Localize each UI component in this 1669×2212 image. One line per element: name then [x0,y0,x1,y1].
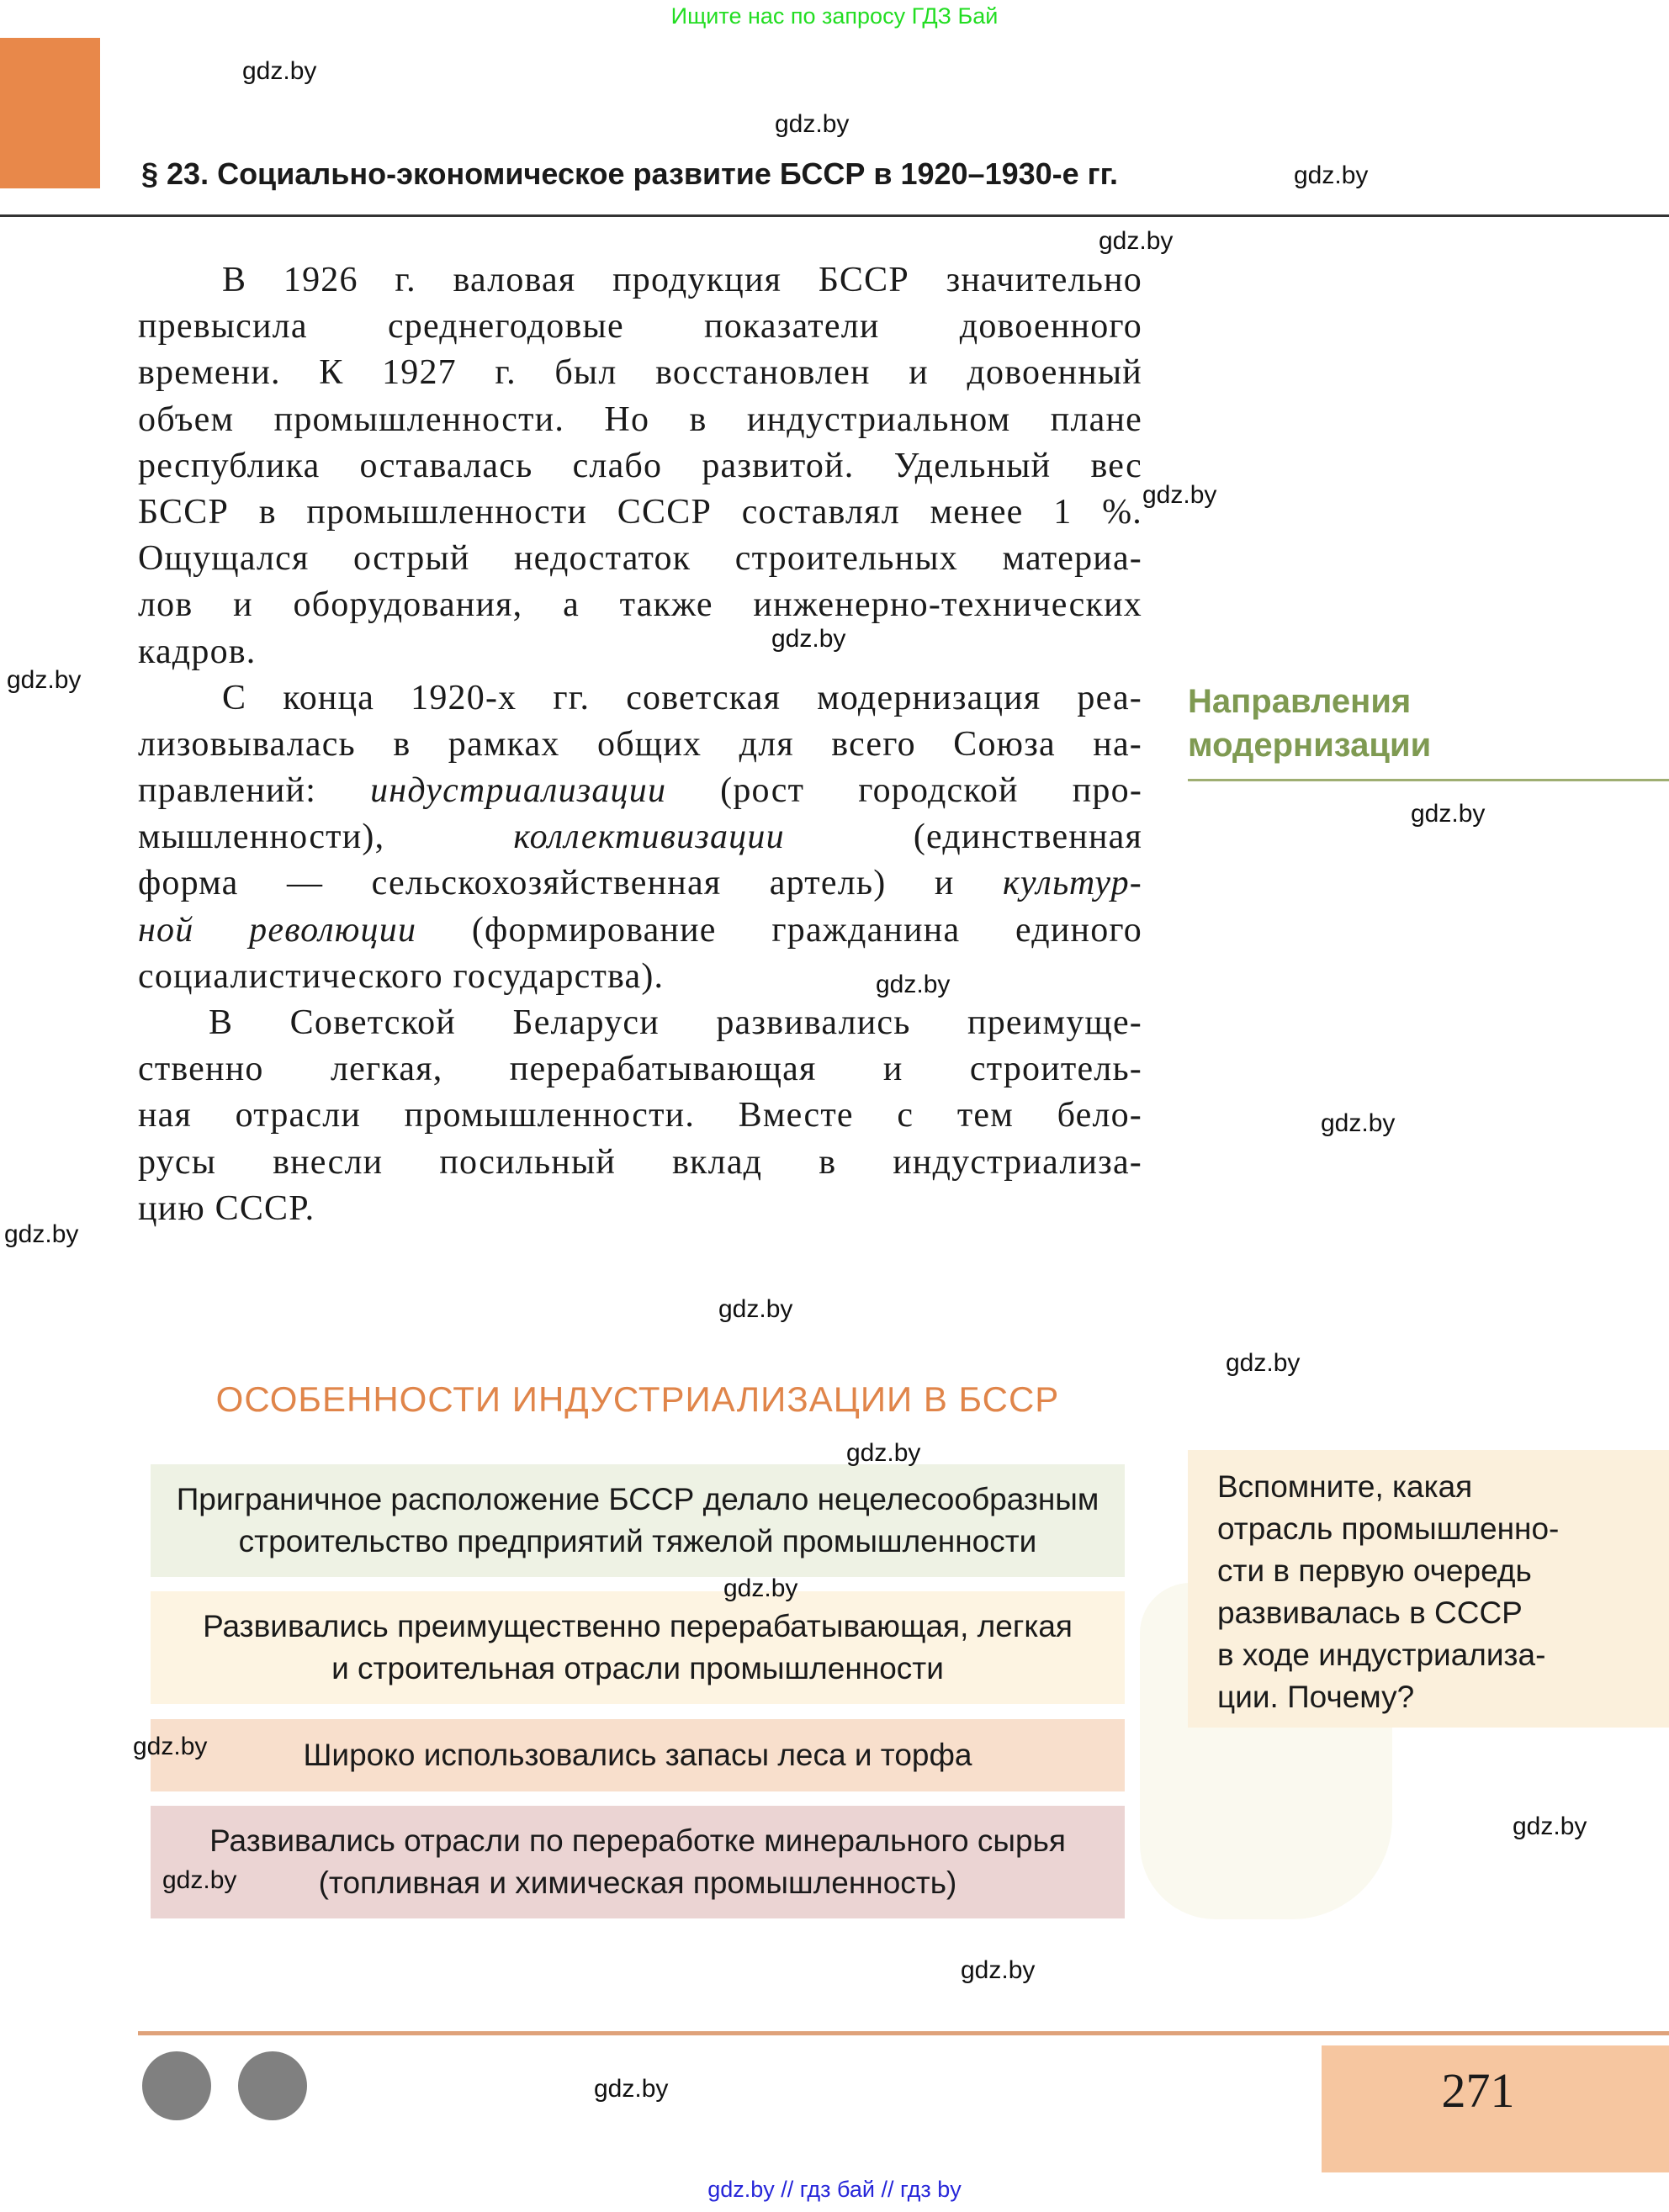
watermark: gdz.by [1513,1812,1587,1840]
feature-box [151,1719,1125,1791]
box-line: Широко использовались запасы леса и торфа [303,1738,972,1772]
text-line [138,814,1142,860]
text-line [138,954,1142,1000]
text-segment: ственно легкая, перерабатывающая и строитель- [138,1050,1142,1089]
text-segment: русы внесли посильный вклад в индустриализа- [138,1142,1142,1182]
text-segment: кадров. [138,632,257,671]
text-segment: лов и оборудования, а также инженерно-технических [138,585,1142,625]
chapter-title: § 23. Социально-экономическое развитие БССР в 1920–1930-е гг. [141,156,1119,191]
box-line: (топливная и химическая промышленность) [318,1865,957,1900]
text-line [138,722,1142,768]
footer-links[interactable]: gdz.by // гдз бай // гдз by [707,2177,962,2202]
question-line: развивалась в СССР [1217,1595,1523,1630]
text-line [138,489,1142,536]
watermark: gdz.by [594,2075,669,2103]
question-line: отрасль промышленно- [1217,1511,1560,1546]
text-line [138,1186,1142,1232]
text-segment: республика оставалась слабо развитой. Удельный вес [138,446,1142,485]
text-segment: В Советской Беларуси развивались преимуще- [209,1003,1142,1042]
text-line [138,629,1142,675]
watermark: gdz.by [876,971,951,998]
watermark: gdz.by [4,1220,79,1248]
text-segment: форма — сельскохозяйственная артель) и [138,864,1003,903]
text-segment: лизовывалась в рамках общих для всего Союза на- [138,724,1142,764]
watermark: gdz.by [1294,161,1369,189]
question-line: сти в первую очередь [1217,1553,1532,1588]
italic-term: культур- [1003,864,1142,903]
watermark: gdz.by [718,1295,793,1323]
box-line: Приграничное расположение БССР делало нецелесообразным [176,1482,1099,1516]
watermark: gdz.by [242,57,317,85]
text-segment: мышленности), [138,818,514,857]
question-line: ции. Почему? [1217,1680,1415,1714]
text-line [138,768,1142,814]
watermark: gdz.by [1142,481,1217,509]
text-line [138,443,1142,489]
question-line: в ходе индустриализа- [1217,1638,1546,1672]
side-heading-line: Направления [1188,683,1412,720]
main-text [138,257,1142,1232]
text-line [138,1046,1142,1093]
box-line: и строительная отрасли промышленности [331,1651,944,1685]
chapter-color-tab [0,38,100,188]
question-line: Вспомните, какая [1217,1469,1473,1504]
watermark: gdz.by [771,625,846,653]
text-line [138,675,1142,722]
watermark: gdz.by [723,1574,798,1602]
watermark: gdz.by [133,1733,208,1760]
text-segment: социалистического государства). [138,956,665,996]
watermark: gdz.by [1226,1349,1301,1377]
watermark: gdz.by [7,666,82,694]
watermark: gdz.by [1321,1109,1396,1137]
text-line [138,1000,1142,1046]
text-segment: цию СССР. [138,1188,315,1228]
watermark: gdz.by [775,110,850,138]
circle-icon [238,2051,307,2120]
text-segment: БССР в промышленности СССР составлял менее 1 %. [138,492,1142,532]
circle-icon [142,2051,211,2120]
text-segment: Ощущался острый недостаток строительных материа- [138,539,1142,579]
text-segment: правлений: [138,771,371,811]
text-segment: С конца 1920-х гг. советская модернизация реа- [222,678,1142,717]
italic-term: индустриализации [370,771,667,811]
feature-box [151,1806,1125,1918]
feature-box [151,1464,1125,1577]
text-segment: (рост городской про- [666,771,1143,811]
italic-term: коллективизации [513,818,785,857]
text-line [138,536,1142,582]
text-segment: превысила среднегодовые показатели довоенного [138,307,1142,347]
watermark: gdz.by [1411,800,1486,828]
side-heading-divider [1188,779,1669,781]
watermark: gdz.by [961,1956,1036,1984]
text-line [138,860,1142,907]
text-line [138,397,1142,443]
text-segment: ная отрасли промышленности. Вместе с тем бело- [138,1096,1142,1135]
box-line: строительство предприятий тяжелой промышленности [238,1524,1037,1558]
text-line [138,908,1142,954]
text-segment: объем промышленности. Но в индустриальном плане [138,400,1142,439]
text-segment: (единственная [784,818,1142,857]
box-line: Развивались преимущественно перерабатывающая, легкая [203,1609,1073,1643]
side-heading [1188,680,1431,767]
text-segment: (формирование гражданина единого [416,910,1142,950]
section-heading: ОСОБЕННОСТИ ИНДУСТРИАЛИЗАЦИИ В БССР [215,1379,1060,1419]
side-heading-line: модернизации [1188,727,1432,764]
text-line [138,257,1142,304]
question-text [1217,1466,1559,1718]
italic-term: ной революции [138,910,417,950]
text-segment: времени. К 1927 г. был восстановлен и довоенный [138,353,1142,393]
feature-box [151,1591,1125,1704]
text-line [138,304,1142,350]
text-line [138,1140,1142,1186]
text-line [138,582,1142,628]
header-divider [0,214,1669,217]
box-line: Развивались отрасли по переработке минерального сырья [209,1823,1066,1858]
page-number: 271 [1441,2063,1515,2118]
watermark: gdz.by [162,1866,237,1894]
text-line [138,1093,1142,1139]
text-line [138,350,1142,396]
top-banner: Ищите нас по запросу ГДЗ Бай [670,3,999,29]
text-segment: В 1926 г. валовая продукция БССР значительно [222,261,1142,299]
footer-divider [138,2031,1669,2035]
watermark: gdz.by [846,1439,921,1467]
watermark: gdz.by [1099,227,1174,255]
